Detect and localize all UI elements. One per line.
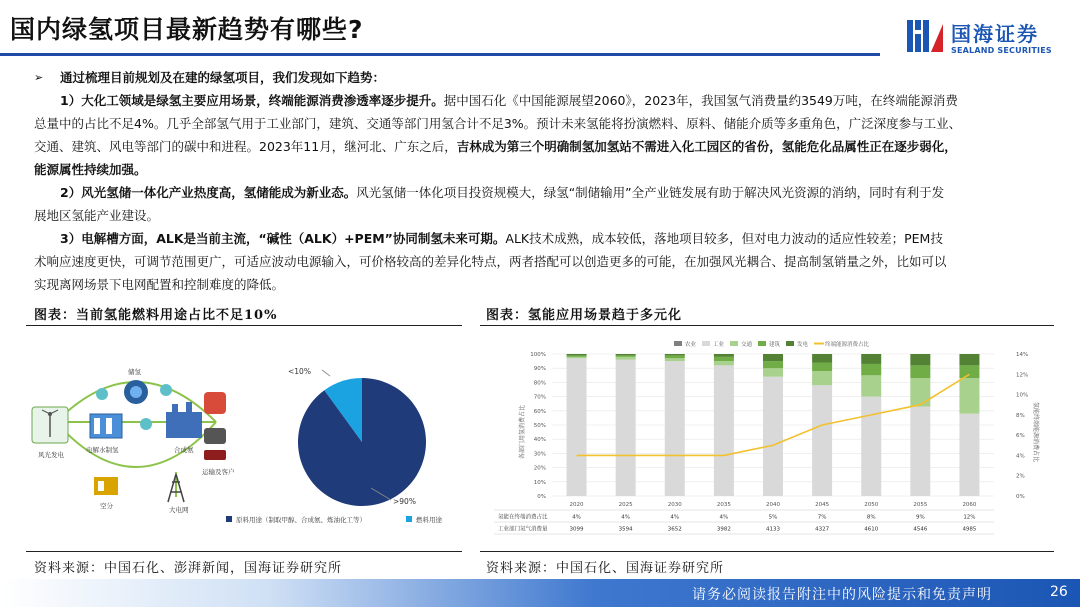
legend-swatch [674, 341, 682, 346]
hydrogen-molecule-icon [140, 418, 152, 430]
y2-tick-label: 8% [1016, 412, 1025, 419]
chart-y2-label: 氢能终端能源消费占比 [1032, 401, 1039, 463]
bar-segment-工业 [714, 365, 734, 496]
footer-disclaimer: 请务必阅读报告附注中的风险提示和免责声明 [692, 587, 992, 603]
bar-segment-建筑 [714, 357, 734, 361]
bar-segment-建筑 [861, 364, 881, 375]
point-3-line-1 [34, 227, 1034, 250]
bar-segment-建筑 [959, 365, 979, 378]
label-storage: 储氢 [128, 368, 141, 376]
y-tick-label: 70% [533, 394, 546, 401]
point-3-text: ALK技术成熟，成本较低，落地项目较多，但对电力波动的适应性较差；PEM技 [505, 231, 943, 246]
bar-segment-建筑 [665, 355, 685, 358]
point-1-heading: 1）大化工领域是绿氢主要应用场景，终端能源消费渗透率逐步提升。 [60, 93, 444, 108]
bar-segment-工业 [861, 397, 881, 496]
table-cell: 4610 [864, 526, 879, 533]
left-figure-title-rule [26, 325, 462, 326]
table-cell: 9% [915, 514, 925, 521]
legend-label: 工业 [713, 342, 725, 348]
x-tick-label: 2020 [569, 502, 584, 508]
table-cell: 4% [719, 514, 729, 521]
label-electrolyzer: 电解水制氢 [86, 446, 119, 454]
bar-segment-交通 [763, 368, 783, 377]
right-source-rule [480, 551, 1054, 552]
point-1-text: 据中国石化《中国能源展望2060》，2023年，我国氢气消费量约3549万吨，在终端能源消费 [443, 93, 958, 108]
bar-segment-工业 [910, 407, 930, 496]
chart-y2-axis [1016, 352, 1028, 500]
bar-segment-建筑 [910, 365, 930, 378]
y-tick-label: 10% [533, 479, 546, 486]
point-3-line-3 [34, 273, 1034, 296]
bar-segment-发电 [714, 354, 734, 357]
pie-label-fuel: <10% [288, 367, 311, 376]
page-number: 26 [1050, 584, 1068, 600]
bar-segment-工业 [567, 358, 587, 496]
point-1-text: 交通、建筑、风电等部门的碳中和进程。2023年11月，继河北、广东之后， [34, 139, 457, 154]
bar-segment-交通 [714, 361, 734, 365]
left-source-rule [26, 551, 462, 552]
label-transport: 运输及客户 [202, 468, 235, 476]
point-2-text: 风光氢储一体化项目投资规模大，绿氢“制储输用”全产业链发展有助于解决风光资源的消纳，同时有利于发 [356, 185, 945, 200]
chart-y-axis [530, 352, 546, 500]
right-figure-source: 资料来源：中国石化、国海证券研究所 [486, 561, 725, 576]
point-1-line-3 [34, 135, 1034, 158]
pie-label-raw: >90% [393, 497, 416, 506]
bar-segment-工业 [959, 414, 979, 496]
y-tick-label: 30% [533, 451, 546, 458]
label-air-separation: 空分 [100, 502, 113, 510]
x-tick-label: 2045 [815, 502, 830, 508]
right-figure-title-rule [480, 325, 1054, 326]
chart-bars [567, 354, 980, 496]
x-tick-label: 2040 [766, 502, 780, 508]
intro-line [34, 66, 1034, 89]
point-1-text: 总量中的占比不足4%。几乎全部氢气用于工业部门，建筑、交通等部门用氢合计不足3%。预计未来氢能将扮演燃料、原料、储能介质等多重角色，广泛深度参与工业、 [34, 116, 962, 131]
point-3-line-2 [34, 250, 1034, 273]
table-row-label: 工业部门氢气消费量 [498, 526, 548, 533]
legend-swatch [702, 341, 710, 346]
hydrogen-molecule-icon [160, 384, 172, 396]
bar-segment-建筑 [567, 355, 587, 356]
bar-segment-工业 [665, 361, 685, 496]
header-divider [0, 53, 880, 56]
table-cell: 3099 [569, 526, 584, 533]
y2-tick-label: 12% [1016, 372, 1029, 379]
pie-leader-line [322, 370, 330, 376]
left-figure [26, 332, 456, 547]
legend-swatch [786, 341, 794, 346]
table-cell: 8% [866, 514, 876, 521]
x-tick-label: 2055 [913, 502, 928, 508]
y-tick-label: 20% [533, 465, 546, 472]
chart-legend [674, 340, 870, 348]
legend-label: 终端能源消费占比 [825, 342, 870, 348]
legend-label-raw: 原料用途（制取甲醇、合成氨、炼油化工等） [236, 516, 366, 524]
bar-segment-工业 [616, 360, 636, 496]
bar-segment-发电 [763, 354, 783, 361]
point-1-bold-text: 能源属性持续加强。 [34, 162, 147, 177]
y2-tick-label: 4% [1016, 453, 1025, 460]
legend-swatch [730, 341, 738, 346]
x-tick-label: 2060 [962, 502, 977, 508]
point-3-text: 术响应速度更快，可调节范围更广，可适应波动电源输入，可价格较高的差异化特点，两者搭配可以创造更多的可能，在加强风光耦合、提高制氢销量之外，比如可以 [34, 254, 947, 269]
label-synthesis: 合成氨 [174, 446, 194, 454]
bar-segment-交通 [567, 357, 587, 358]
legend-label-fuel: 燃料用途 [416, 516, 442, 524]
brand-logo [905, 14, 1075, 60]
y2-tick-label: 0% [1016, 494, 1025, 500]
legend-label: 交通 [741, 342, 753, 348]
x-tick-label: 2035 [716, 502, 731, 508]
y-tick-label: 60% [533, 408, 546, 415]
bar-segment-建筑 [812, 363, 832, 372]
point-2-text: 展地区氢能产业建设。 [34, 208, 160, 223]
y-tick-label: 90% [533, 366, 546, 373]
chart-x-axis [570, 502, 977, 508]
point-1-line-1 [34, 89, 1034, 112]
bar-segment-建筑 [763, 361, 783, 368]
legend-label: 农业 [685, 342, 697, 348]
hydrogen-tank-icon [124, 380, 148, 404]
bar-segment-交通 [910, 378, 930, 406]
left-figure-title: 图表：当前氢能燃料用途占比不足10% [34, 308, 278, 323]
y-tick-label: 40% [533, 437, 546, 444]
right-figure-title: 图表：氢能应用场景趋于多元化 [486, 308, 683, 323]
chemical-plant-icon [166, 402, 202, 438]
point-2-heading: 2）风光氢储一体化产业热度高，氢储能成为新业态。 [60, 185, 357, 200]
chart-data-table [494, 510, 994, 534]
y-tick-label: 100% [530, 352, 546, 358]
point-1-bold-text: 吉林成为第三个明确制氢加氢站不需进入化工园区的省份，氢能危化品属性正在逐步弱化， [456, 139, 957, 154]
left-figure-source: 资料来源：中国石化、澎湃新闻，国海证券研究所 [34, 561, 343, 576]
bar-segment-交通 [959, 378, 979, 414]
wind-turbine-icon [32, 407, 68, 443]
table-cell: 3652 [667, 526, 682, 533]
table-cell: 4546 [913, 526, 928, 533]
page-header [0, 0, 1080, 62]
legend-swatch [758, 341, 766, 346]
fuel-share-pie-chart [288, 367, 426, 506]
y2-tick-label: 14% [1016, 352, 1029, 358]
bar-segment-发电 [959, 354, 979, 365]
y2-tick-label: 10% [1016, 392, 1029, 399]
table-cell: 3982 [716, 526, 731, 533]
point-3-heading: 3）电解槽方面，ALK是当前主流，“碱性（ALK）+PEM”协同制氢未来可期。 [60, 231, 506, 246]
point-1-line-2 [34, 112, 1034, 135]
point-3-text: 实现离网场景下电网配置和控制难度的降低。 [34, 277, 285, 292]
bar-segment-发电 [812, 354, 832, 363]
table-cell: 4985 [962, 526, 977, 533]
x-tick-label: 2050 [864, 502, 879, 508]
bar-segment-发电 [665, 354, 685, 355]
hydrogen-flow-diagram [32, 367, 235, 514]
bar-segment-建筑 [616, 355, 636, 356]
logo-mark-icon [905, 16, 945, 56]
logo-text-en: SEALAND SECURITIES [951, 46, 1052, 55]
right-figure [484, 332, 1049, 547]
y2-tick-label: 2% [1016, 473, 1025, 480]
bar-segment-发电 [910, 354, 930, 365]
x-tick-label: 2025 [618, 502, 633, 508]
hydrogen-usage-chart [484, 332, 1049, 547]
table-cell: 7% [817, 514, 827, 521]
x-tick-label: 2030 [667, 502, 682, 508]
label-wind-solar: 风光发电 [38, 451, 64, 459]
bar-segment-交通 [616, 357, 636, 360]
bar-segment-交通 [812, 371, 832, 385]
left-figure-svg [26, 332, 456, 547]
y-tick-label: 50% [533, 423, 546, 429]
transport-icon [204, 392, 226, 460]
logo-text-cn: 国海证券 [951, 22, 1039, 46]
table-cell: 3594 [618, 526, 633, 533]
bullet-arrow-icon: ➢ [34, 71, 44, 84]
point-2-line-2 [34, 204, 1034, 227]
air-separation-icon [94, 477, 118, 495]
table-cell: 5% [768, 514, 778, 521]
hydrogen-molecule-icon [96, 388, 108, 400]
table-cell: 12% [963, 514, 976, 521]
page-footer [0, 579, 1080, 607]
table-cell: 4% [572, 514, 581, 521]
table-cell: 4133 [766, 526, 780, 533]
table-cell: 4327 [815, 526, 830, 533]
chart-y-label: 各部门用氢消费占比 [519, 404, 526, 460]
bar-segment-工业 [812, 385, 832, 496]
bar-segment-交通 [861, 375, 881, 396]
legend-swatch-fuel [406, 516, 412, 522]
bar-segment-工业 [763, 377, 783, 496]
bar-segment-发电 [567, 354, 587, 355]
bar-segment-发电 [616, 354, 636, 355]
y2-tick-label: 6% [1016, 433, 1025, 440]
bar-segment-交通 [665, 358, 685, 361]
page-title: 国内绿氢项目最新趋势有哪些? [10, 15, 364, 44]
table-row-label: 氢能在终端消费占比 [498, 514, 548, 521]
y-tick-label: 0% [537, 494, 546, 500]
bar-segment-发电 [861, 354, 881, 364]
table-cell: 4% [670, 514, 680, 521]
label-grid: 大电网 [169, 506, 189, 514]
legend-swatch-raw [226, 516, 232, 522]
electrolyzer-icon [90, 414, 122, 438]
point-2-line-1 [34, 181, 1034, 204]
body-text [34, 66, 1034, 296]
legend-label: 发电 [797, 342, 809, 348]
table-cell: 4% [621, 514, 631, 521]
point-1-line-4 [34, 158, 1034, 181]
intro-text: 通过梳理目前规划及在建的绿氢项目，我们发现如下趋势： [60, 70, 386, 85]
legend-label: 建筑 [769, 342, 781, 348]
y-tick-label: 80% [533, 380, 546, 387]
